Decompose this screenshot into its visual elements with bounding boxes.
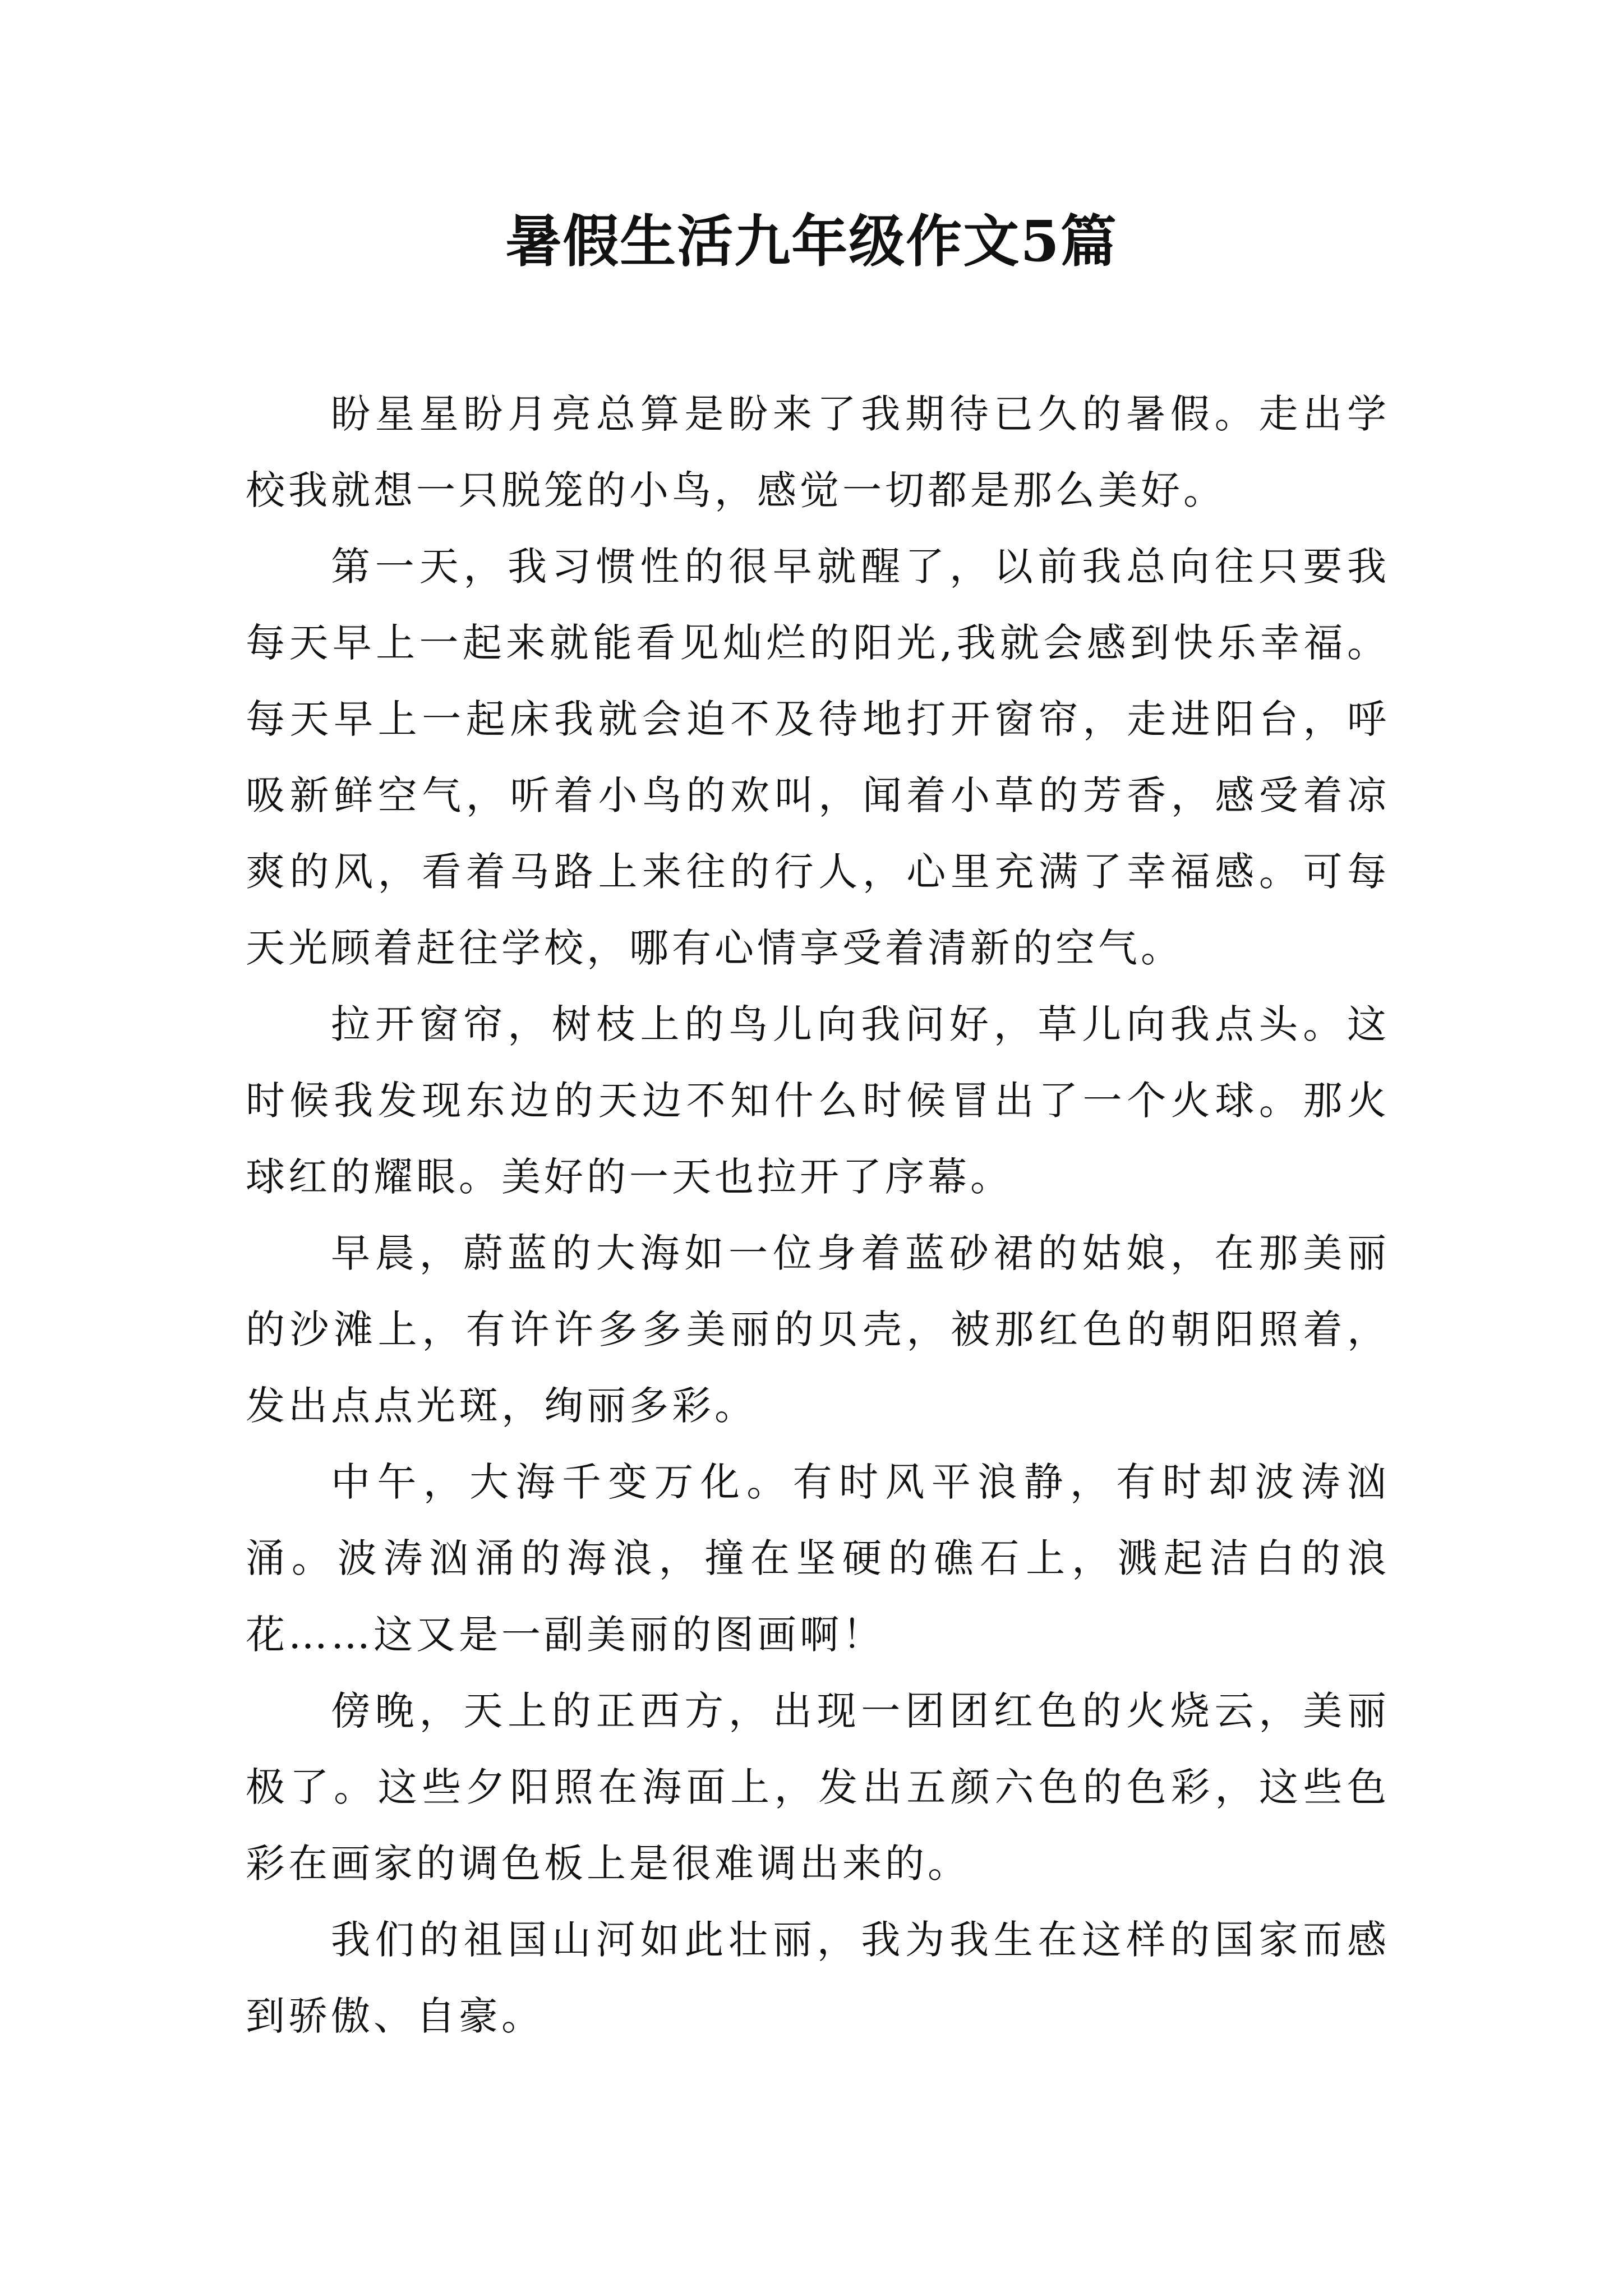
document-title: 暑假生活九年级作文5篇: [505, 208, 1118, 274]
paragraph: 傍晚，天上的正西方，出现一团团红色的火烧云，美丽极了。这些夕阳照在海面上，发出五颜六色的色彩，这些色彩在画家的调色板上是很难调出来的。: [246, 1688, 1390, 1887]
paragraph: 拉开窗帘，树枝上的鸟儿向我问好，草儿向我点头。这时候我发现东边的天边不知什么时候冒出了一个火球。那火球红的耀眼。美好的一天也拉开了序幕。: [246, 1001, 1390, 1200]
paragraph: 我们的祖国山河如此壮丽，我为我生在这样的国家而感到骄傲、自豪。: [246, 1917, 1390, 2039]
paragraph: 中午，大海千变万化。有时风平浪静，有时却波涛汹涌。波涛汹涌的海浪，撞在坚硬的礁石上，溅起洁白的浪花……这又是一副美丽的图画啊！: [246, 1459, 1390, 1658]
paragraph: 早晨，蔚蓝的大海如一位身着蓝砂裙的姑娘，在那美丽的沙滩上，有许许多多美丽的贝壳，被那红色的朝阳照着，发出点点光斑，绚丽多彩。: [246, 1230, 1390, 1429]
document-body: [246, 376, 1390, 2054]
paragraph: 第一天，我习惯性的很早就醒了，以前我总向往只要我每天早上一起来就能看见灿烂的阳光,我就会感到快乐幸福。每天早上一起床我就会迫不及待地打开窗帘，走进阳台，呼吸新鲜空气，听着小鸟的欢叫，闻着小草的芳香，感受着凉爽的风，看着马路上来往的行人，心里充满了幸福感。可每天光顾着赶往学校，哪有心情享受着清新的空气。: [246, 544, 1390, 971]
paragraph: 盼星星盼月亮总算是盼来了我期待已久的暑假。走出学校我就想一只脱笼的小鸟，感觉一切都是那么美好。: [246, 391, 1390, 513]
